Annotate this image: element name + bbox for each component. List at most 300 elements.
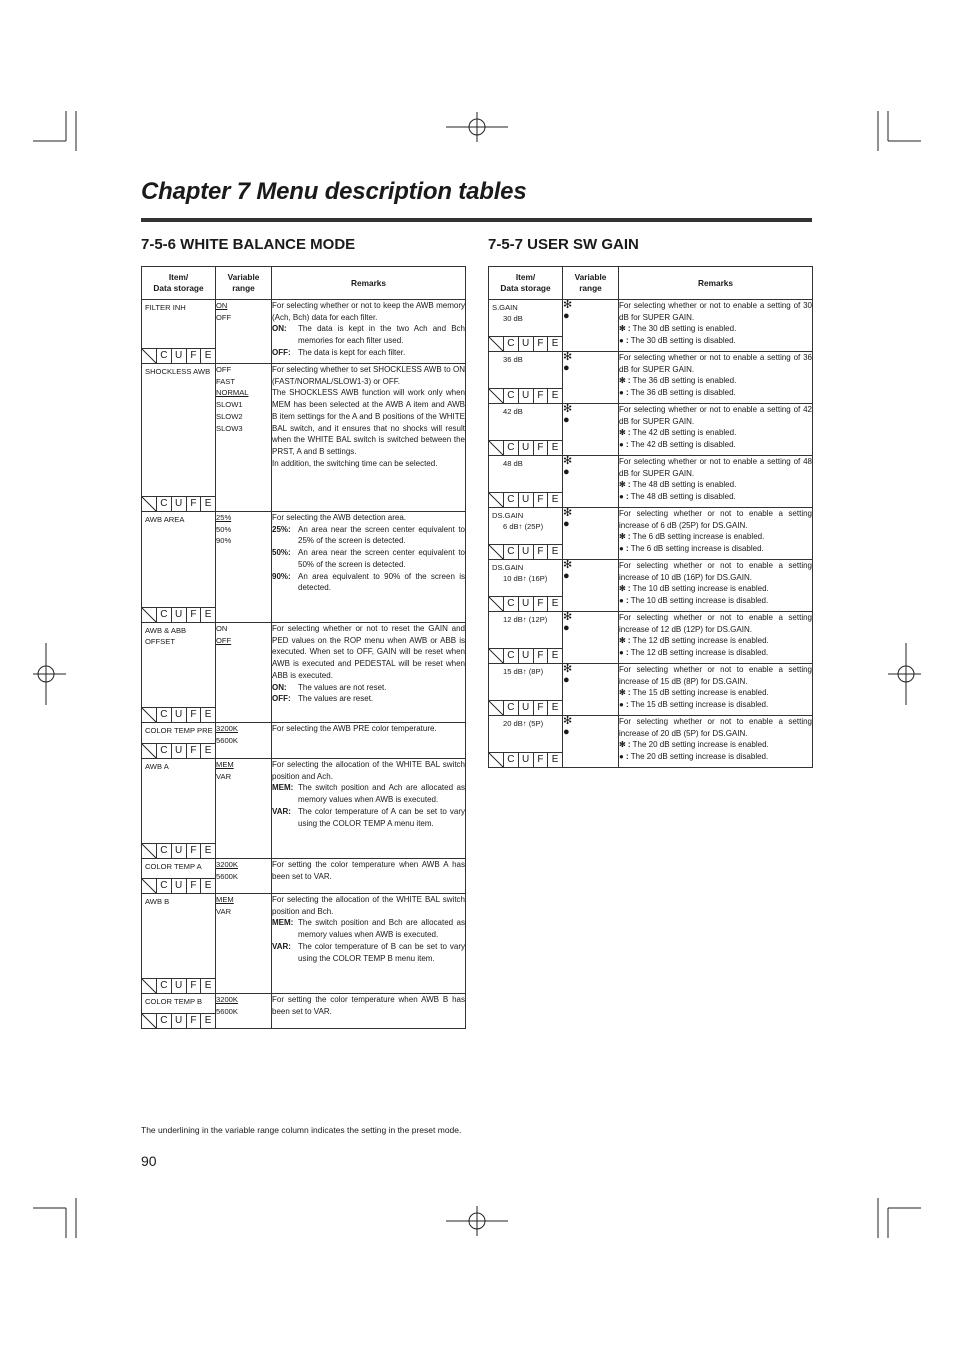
flag-c: C xyxy=(157,744,172,758)
flag-u: U xyxy=(172,979,187,993)
option-label: 25%: xyxy=(272,524,291,534)
remarks-cell xyxy=(272,894,466,994)
flags-slash xyxy=(489,649,504,663)
storage-flags xyxy=(489,544,562,559)
option-label: 90%: xyxy=(272,571,291,581)
dot-label: ● : xyxy=(619,388,629,398)
flag-e: E xyxy=(204,880,212,891)
flag-e: E xyxy=(551,338,559,349)
table-row xyxy=(489,664,813,716)
option-label: OFF: xyxy=(272,347,291,357)
table-row xyxy=(142,300,466,364)
flag-u: U xyxy=(519,753,534,767)
remark-disabled xyxy=(619,387,812,399)
option-text: The color temperature of B can be set to vary using the COLOR TEMP B menu item. xyxy=(298,941,465,963)
flag-u: U xyxy=(519,545,534,559)
flag-u: U xyxy=(172,608,187,622)
remarks-cell xyxy=(619,612,813,664)
range-cell xyxy=(563,664,619,716)
enabled-text: The 15 dB setting increase is enabled. xyxy=(632,688,769,698)
disabled-text: The 42 dB setting is disabled. xyxy=(630,440,736,450)
flags-slash xyxy=(489,441,504,455)
storage-flags xyxy=(489,336,562,351)
range-cell xyxy=(563,612,619,664)
flag-f: F xyxy=(534,545,549,559)
option-text: The values are reset. xyxy=(298,694,374,704)
flag-u: U xyxy=(172,349,187,363)
flag-u: U xyxy=(172,744,187,758)
item-name xyxy=(489,352,562,365)
flag-f: F xyxy=(187,349,202,363)
remark-text: For selecting whether or not to enable a setting increase of 6 dB (25P) for DS.GAIN. xyxy=(619,509,812,530)
item-name xyxy=(489,560,562,584)
storage-flags xyxy=(489,492,562,507)
header-range-line1: Variable xyxy=(227,272,260,282)
flags-slash xyxy=(489,337,504,351)
flag-e: E xyxy=(204,980,212,991)
remark-text: For setting the color temperature when AWB B has been set to VAR. xyxy=(272,995,465,1016)
header-range xyxy=(216,267,272,300)
remark-text: For setting the color temperature when AWB A has been set to VAR. xyxy=(272,860,465,881)
remark-text: For selecting the allocation of the WHITE BAL switch position and Ach. xyxy=(272,760,465,781)
enabled-text: The 30 dB setting is enabled. xyxy=(632,324,737,334)
item-setting: 20 dB↑ (5P) xyxy=(503,719,544,728)
remark-enabled xyxy=(619,687,812,699)
remark-text: For selecting whether or not to enable a setting increase of 12 dB (12P) for DS.GAIN. xyxy=(619,613,812,634)
item-name: COLOR TEMP PRE xyxy=(145,726,213,735)
range-value-preset: MEM xyxy=(216,760,234,769)
asterisk-label: ✻ : xyxy=(619,740,631,750)
range-value-preset: MEM xyxy=(216,895,234,904)
flag-c: C xyxy=(504,337,519,351)
table-row xyxy=(142,859,466,894)
flag-c: C xyxy=(504,545,519,559)
table-row xyxy=(489,508,813,560)
asterisk-label: ✻ : xyxy=(619,480,631,490)
remark-disabled xyxy=(619,439,812,451)
item-cell xyxy=(489,560,563,612)
flag-e: E xyxy=(551,494,559,505)
storage-flags xyxy=(142,607,215,622)
remark-text: For selecting whether or not to keep the AWB memory (Ach, Bch) data for each filter. xyxy=(272,301,465,322)
dot-label: ● : xyxy=(619,700,629,710)
flags-slash xyxy=(142,1014,157,1028)
range-cell xyxy=(563,716,619,768)
range-cell xyxy=(216,723,272,759)
white-balance-table xyxy=(141,266,466,1029)
range-cell xyxy=(563,352,619,404)
flags-slash xyxy=(142,744,157,758)
item-name: AWB AREA xyxy=(145,515,185,524)
range-value-preset: 3200K xyxy=(216,995,238,1004)
header-item xyxy=(142,267,216,300)
item-setting: 42 dB xyxy=(503,407,523,416)
remark-option xyxy=(272,571,465,594)
remark-text: The SHOCKLESS AWB function will work only when MEM has been selected at the AWB A item and AWB B item settings for the A and B positions of the WHITE BAL switch, and it ensures that no shocks will result when the WHITE BAL switch is switched between the PRST, A and B settings. xyxy=(272,388,465,456)
flag-c: C xyxy=(504,493,519,507)
item-name: AWB A xyxy=(145,762,169,771)
range-cell xyxy=(216,512,272,623)
option-text: The data is kept for each filter. xyxy=(298,347,406,357)
table-row xyxy=(489,352,813,404)
storage-flags xyxy=(489,752,562,767)
item-cell xyxy=(489,716,563,768)
flag-f: F xyxy=(534,649,549,663)
asterisk-label: ✻ : xyxy=(619,376,631,386)
remark-option xyxy=(272,693,465,705)
disabled-text: The 12 dB setting increase is disabled. xyxy=(630,648,769,658)
storage-flags xyxy=(489,648,562,663)
flag-u: U xyxy=(519,597,534,611)
remark-text: For selecting whether or not to reset the GAIN and PED values on the ROP menu when AWB or ABB is executed. When set to OFF, GAIN will be reset when AWB is executed and PEDESTAL will be reset when ABB is executed. xyxy=(272,624,465,680)
asterisk-icon: ✻ xyxy=(563,455,573,467)
header-range-line2: range xyxy=(579,283,602,293)
storage-flags xyxy=(489,596,562,611)
range-value: 90% xyxy=(216,536,232,546)
storage-flags xyxy=(142,1013,215,1028)
flags-slash xyxy=(142,497,157,511)
remark-enabled xyxy=(619,427,812,439)
remark-enabled xyxy=(619,479,812,491)
dot-icon: ● xyxy=(563,674,570,686)
item-name: FILTER INH xyxy=(145,303,186,312)
option-text: The switch position and Ach are allocated as memory values when AWB is executed. xyxy=(298,783,465,805)
remark-option xyxy=(272,547,465,570)
range-value-preset: 25% xyxy=(216,513,232,522)
remark-option xyxy=(272,682,465,694)
flag-u: U xyxy=(519,337,534,351)
remark-option xyxy=(272,806,465,829)
remarks-cell xyxy=(272,759,466,859)
range-value-preset: NORMAL xyxy=(216,388,249,398)
table-row xyxy=(489,612,813,664)
item-setting: 15 dB↑ (8P) xyxy=(503,667,544,676)
remarks-cell xyxy=(272,859,466,894)
flag-u: U xyxy=(519,441,534,455)
item-cell xyxy=(489,352,563,404)
flag-e: E xyxy=(204,498,212,509)
item-name: AWB & ABB OFFSET xyxy=(145,626,187,646)
flag-f: F xyxy=(534,389,549,403)
flag-e: E xyxy=(204,1015,212,1026)
header-remarks: Remarks xyxy=(619,267,813,300)
asterisk-label: ✻ : xyxy=(619,428,631,438)
flag-c: C xyxy=(504,649,519,663)
remark-text: For selecting the allocation of the WHITE BAL switch position and Bch. xyxy=(272,895,465,916)
asterisk-icon: ✻ xyxy=(563,403,573,415)
page-number: 90 xyxy=(141,1153,157,1169)
option-label: VAR: xyxy=(272,941,291,951)
item-name: COLOR TEMP B xyxy=(145,997,203,1006)
remarks-cell xyxy=(272,300,466,364)
flag-c: C xyxy=(504,597,519,611)
flag-f: F xyxy=(534,701,549,715)
flag-e: E xyxy=(551,702,559,713)
dot-label: ● : xyxy=(619,492,629,502)
flag-f: F xyxy=(187,497,202,511)
dot-label: ● : xyxy=(619,752,629,762)
range-cell xyxy=(216,623,272,723)
item-group: S.GAIN xyxy=(492,303,518,312)
remark-enabled xyxy=(619,531,812,543)
flag-f: F xyxy=(187,844,202,858)
item-cell xyxy=(489,508,563,560)
remarks-cell xyxy=(272,723,466,759)
flag-e: E xyxy=(551,650,559,661)
item-setting: 6 dB↑ (25P) xyxy=(503,522,544,531)
flag-e: E xyxy=(551,442,559,453)
asterisk-icon: ✻ xyxy=(563,299,573,311)
flags-slash xyxy=(142,608,157,622)
asterisk-icon: ✻ xyxy=(563,611,573,623)
flag-f: F xyxy=(187,979,202,993)
remark-disabled xyxy=(619,751,812,763)
option-text: An area near the screen center equivalent to 25% of the screen is detected. xyxy=(298,524,465,546)
dot-icon: ● xyxy=(563,362,570,374)
item-name xyxy=(489,300,562,324)
remark-text: For selecting the AWB PRE color temperature. xyxy=(272,724,437,733)
storage-flags xyxy=(142,496,215,511)
item-cell xyxy=(489,612,563,664)
remark-disabled xyxy=(619,491,812,503)
flags-slash xyxy=(489,753,504,767)
table-row xyxy=(489,404,813,456)
range-value: 5600K xyxy=(216,1006,238,1016)
table-row xyxy=(142,723,466,759)
asterisk-icon: ✻ xyxy=(563,507,573,519)
remark-text: For selecting whether or not to enable a setting of 48 dB for SUPER GAIN. xyxy=(619,457,812,478)
remarks-cell xyxy=(272,994,466,1029)
header-remarks: Remarks xyxy=(272,267,466,300)
enabled-text: The 10 dB setting increase is enabled. xyxy=(632,584,769,594)
flag-f: F xyxy=(534,337,549,351)
range-cell xyxy=(563,508,619,560)
remarks-cell xyxy=(619,508,813,560)
flag-e: E xyxy=(551,754,559,765)
option-text: The data is kept in the two Ach and Bch memories for each filter used. xyxy=(298,324,465,346)
range-cell xyxy=(216,364,272,512)
remarks-cell xyxy=(619,404,813,456)
remark-disabled xyxy=(619,335,812,347)
flag-e: E xyxy=(551,546,559,557)
asterisk-label: ✻ : xyxy=(619,532,631,542)
remark-option xyxy=(272,917,465,940)
flag-f: F xyxy=(534,441,549,455)
header-item-line2: Data storage xyxy=(500,283,551,293)
storage-flags xyxy=(142,878,215,893)
remark-enabled xyxy=(619,375,812,387)
range-value: VAR xyxy=(216,771,232,781)
remarks-cell xyxy=(619,456,813,508)
remark-disabled xyxy=(619,595,812,607)
storage-flags xyxy=(142,743,215,758)
dot-icon: ● xyxy=(563,726,570,738)
range-cell xyxy=(563,560,619,612)
flag-u: U xyxy=(519,649,534,663)
flag-e: E xyxy=(204,609,212,620)
remarks-cell xyxy=(619,560,813,612)
asterisk-icon: ✻ xyxy=(563,663,573,675)
asterisk-icon: ✻ xyxy=(563,351,573,363)
remark-text: For selecting whether or not to enable a setting increase of 15 dB (8P) for DS.GAIN. xyxy=(619,665,812,686)
user-sw-gain-section-title: 7-5-7 USER SW GAIN xyxy=(488,236,639,253)
table-row xyxy=(142,994,466,1029)
asterisk-icon: ✻ xyxy=(563,559,573,571)
remark-enabled xyxy=(619,635,812,647)
enabled-text: The 20 dB setting increase is enabled. xyxy=(632,740,769,750)
remark-text: For selecting whether or not to enable a setting of 42 dB for SUPER GAIN. xyxy=(619,405,812,426)
flag-c: C xyxy=(157,708,172,722)
flag-c: C xyxy=(157,879,172,893)
flags-slash xyxy=(142,708,157,722)
table-row xyxy=(142,894,466,994)
remarks-cell xyxy=(619,352,813,404)
flag-c: C xyxy=(504,753,519,767)
item-cell xyxy=(142,300,216,364)
table-row xyxy=(142,364,466,512)
flags-slash xyxy=(489,493,504,507)
storage-flags xyxy=(142,978,215,993)
flag-f: F xyxy=(187,1014,202,1028)
dot-icon: ● xyxy=(563,414,570,426)
range-cell xyxy=(216,300,272,364)
remark-enabled xyxy=(619,739,812,751)
range-value-preset: 3200K xyxy=(216,860,238,869)
item-cell xyxy=(489,300,563,352)
asterisk-label: ✻ : xyxy=(619,688,631,698)
dot-icon: ● xyxy=(563,518,570,530)
user-sw-gain-table xyxy=(488,266,813,768)
flags-slash xyxy=(142,979,157,993)
range-value-preset: OFF xyxy=(216,635,232,645)
item-setting: 36 dB xyxy=(503,355,523,364)
chapter-rule xyxy=(141,218,812,222)
remarks-cell xyxy=(619,300,813,352)
range-value: 5600K xyxy=(216,735,238,745)
flag-f: F xyxy=(534,493,549,507)
dot-icon: ● xyxy=(563,466,570,478)
option-label: VAR: xyxy=(272,806,291,816)
enabled-text: The 48 dB setting is enabled. xyxy=(632,480,737,490)
dot-icon: ● xyxy=(563,622,570,634)
asterisk-icon: ✻ xyxy=(563,715,573,727)
table-row xyxy=(489,300,813,352)
flag-e: E xyxy=(204,745,212,756)
range-cell xyxy=(216,894,272,994)
item-name xyxy=(489,508,562,532)
remarks-cell xyxy=(619,716,813,768)
remark-enabled xyxy=(619,583,812,595)
enabled-text: The 6 dB setting increase is enabled. xyxy=(632,532,765,542)
asterisk-label: ✻ : xyxy=(619,636,631,646)
option-text: An area equivalent to 90% of the screen is detected. xyxy=(298,571,465,593)
flag-c: C xyxy=(157,608,172,622)
table-row xyxy=(142,512,466,623)
option-text: The color temperature of A can be set to vary using the COLOR TEMP A menu item. xyxy=(298,806,465,828)
remark-text: In addition, the switching time can be selected. xyxy=(272,458,438,468)
item-name: SHOCKLESS AWB xyxy=(145,367,211,376)
remarks-cell xyxy=(619,664,813,716)
item-setting: 10 dB↑ (16P) xyxy=(503,574,548,583)
range-value: FAST xyxy=(216,376,235,386)
storage-flags xyxy=(142,707,215,722)
flags-slash xyxy=(142,879,157,893)
item-name xyxy=(489,404,562,417)
flags-slash xyxy=(142,844,157,858)
item-name xyxy=(489,456,562,469)
disabled-text: The 6 dB setting increase is disabled. xyxy=(630,544,764,554)
table-row xyxy=(489,716,813,768)
item-group: DS.GAIN xyxy=(492,563,524,572)
header-item xyxy=(489,267,563,300)
dot-label: ● : xyxy=(619,336,629,346)
remark-text: For selecting whether or not to enable a setting increase of 20 dB (5P) for DS.GAIN. xyxy=(619,717,812,738)
remark-disabled xyxy=(619,647,812,659)
dot-label: ● : xyxy=(619,544,629,554)
enabled-text: The 12 dB setting increase is enabled. xyxy=(632,636,769,646)
range-value: SLOW1 xyxy=(216,400,243,410)
range-value: SLOW2 xyxy=(216,411,243,421)
dot-icon: ● xyxy=(563,310,570,322)
flag-e: E xyxy=(204,709,212,720)
range-cell xyxy=(216,994,272,1029)
option-label: ON: xyxy=(272,682,287,692)
header-range-line2: range xyxy=(232,283,255,293)
option-label: MEM: xyxy=(272,918,294,928)
range-value: VAR xyxy=(216,906,232,916)
flag-f: F xyxy=(534,753,549,767)
table-row xyxy=(142,623,466,723)
flag-c: C xyxy=(504,389,519,403)
item-setting: 30 dB xyxy=(503,314,523,323)
range-cell xyxy=(216,759,272,859)
remark-enabled xyxy=(619,323,812,335)
option-label: 50%: xyxy=(272,548,291,558)
storage-flags xyxy=(489,440,562,455)
disabled-text: The 10 dB setting increase is disabled. xyxy=(630,596,769,606)
range-cell xyxy=(216,859,272,894)
dot-label: ● : xyxy=(619,648,629,658)
item-setting: 12 dB↑ (12P) xyxy=(503,615,548,624)
flag-c: C xyxy=(157,979,172,993)
disabled-text: The 30 dB setting is disabled. xyxy=(630,336,736,346)
storage-flags xyxy=(142,843,215,858)
disabled-text: The 36 dB setting is disabled. xyxy=(630,388,736,398)
option-text: The values are not reset. xyxy=(298,682,387,692)
flag-e: E xyxy=(551,598,559,609)
range-value: SLOW3 xyxy=(216,423,243,433)
disabled-text: The 15 dB setting increase is disabled. xyxy=(630,700,769,710)
disabled-text: The 48 dB setting is disabled. xyxy=(630,492,736,502)
flags-slash xyxy=(142,349,157,363)
option-text: The switch position and Bch are allocated as memory values when AWB is executed. xyxy=(298,918,465,940)
item-cell xyxy=(142,623,216,723)
item-cell xyxy=(142,994,216,1029)
item-cell xyxy=(142,759,216,859)
remark-option xyxy=(272,941,465,964)
chapter-title: Chapter 7 Menu description tables xyxy=(141,178,527,205)
item-cell xyxy=(142,859,216,894)
enabled-text: The 36 dB setting is enabled. xyxy=(632,376,737,386)
range-value: OFF xyxy=(216,312,232,322)
asterisk-label: ✻ : xyxy=(619,324,631,334)
header-item-line1: Item/ xyxy=(168,272,189,282)
range-cell xyxy=(563,300,619,352)
dot-label: ● : xyxy=(619,596,629,606)
flags-slash xyxy=(489,597,504,611)
flag-u: U xyxy=(172,844,187,858)
range-value: ON xyxy=(216,624,228,633)
